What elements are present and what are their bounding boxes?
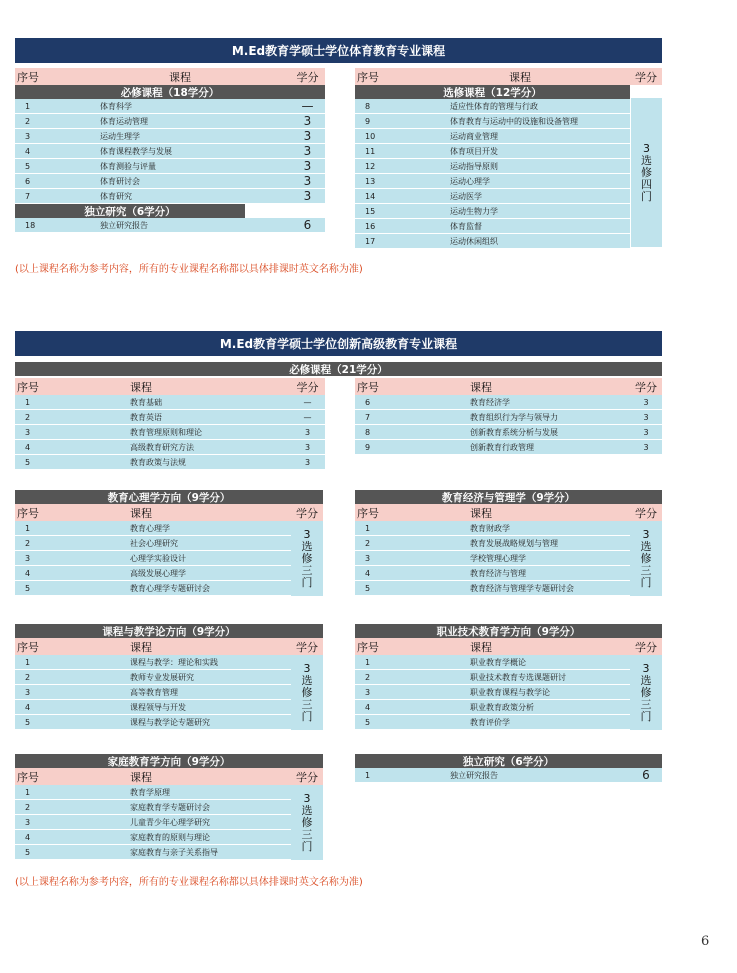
- elective-credit-cell: [630, 521, 662, 596]
- table-row: [15, 845, 291, 860]
- row-course: 职业技术教育专选课题研讨: [470, 672, 566, 682]
- col-no: 序号: [357, 640, 379, 654]
- row-no: 2: [25, 412, 31, 422]
- row-course: 高等教育管理: [130, 687, 178, 697]
- row-no: 3: [25, 553, 31, 563]
- table-row: [355, 219, 630, 234]
- col-course: 课程: [130, 770, 152, 784]
- table-row: [355, 670, 630, 685]
- row-credit: 3: [304, 427, 311, 437]
- row-no: 1: [365, 523, 371, 533]
- row-no: 5: [25, 717, 31, 727]
- row-course: 体育课程教学与发展: [100, 146, 172, 156]
- credit-char: 门: [301, 709, 313, 723]
- row-course: 教育经济与管理: [470, 568, 526, 578]
- track-family: [15, 754, 323, 860]
- credit-char: 3: [643, 141, 650, 155]
- credit-char: 3: [303, 527, 311, 541]
- row-credit: 6: [642, 768, 650, 782]
- row-course: 体育运动管理: [100, 116, 148, 126]
- row-course: 体育测验与评量: [100, 161, 156, 171]
- row-no: 4: [25, 702, 31, 712]
- row-course: 运动指导原则: [450, 161, 498, 171]
- row-course: 教育组织行为学与领导力: [470, 412, 558, 422]
- credit-char: 四: [641, 177, 652, 191]
- col-credit: 学分: [635, 70, 657, 84]
- col-course: 课程: [130, 506, 152, 520]
- row-course: 运动生理学: [100, 131, 140, 141]
- row-no: 4: [25, 442, 31, 452]
- row-no: 3: [25, 687, 31, 697]
- note-text: (以上课程名称为参考内容，所有的专业课程名称都以具体排课时英文名称为准): [15, 877, 363, 888]
- row-no: 9: [365, 442, 371, 452]
- row-course: 教育财政学: [470, 523, 510, 533]
- col-course: 课程: [169, 70, 191, 84]
- table-header: [15, 768, 323, 785]
- row-credit: 3: [304, 457, 311, 467]
- row-no: 6: [25, 176, 31, 186]
- row-course: 职业教育课程与教学论: [470, 687, 550, 697]
- row-course: 学校管理心理学: [470, 553, 526, 563]
- row-no: 3: [365, 553, 371, 563]
- credit-char: 3: [642, 527, 650, 541]
- row-no: 2: [25, 672, 31, 682]
- row-no: 2: [25, 538, 31, 548]
- row-no: 15: [365, 206, 376, 216]
- col-credit: 学分: [296, 70, 319, 84]
- col-credit: 学分: [635, 506, 657, 520]
- track-bar: 职业技术教育学方向（9学分）: [355, 624, 662, 638]
- row-course: 教育基础: [130, 397, 162, 407]
- track-econ: [355, 490, 662, 596]
- table-row: [15, 189, 325, 204]
- col-course: 课程: [509, 70, 531, 84]
- row-no: 1: [25, 397, 31, 407]
- table-row: [355, 551, 630, 566]
- row-no: 12: [365, 161, 376, 171]
- row-no: 4: [25, 832, 31, 842]
- table-row: [355, 768, 662, 783]
- required-bar: 必修课程（21学分）: [15, 362, 662, 376]
- table-header: [15, 638, 323, 655]
- row-no: 1: [365, 770, 371, 780]
- row-credit: 3: [303, 114, 312, 128]
- row-course: 家庭教育的原则与理论: [130, 832, 210, 842]
- row-course: 家庭教育学专题研讨会: [130, 802, 210, 812]
- col-no: 序号: [17, 640, 39, 654]
- s1-elective-credit: [631, 98, 662, 247]
- row-course: 教育管理原则和理论: [130, 427, 202, 437]
- row-credit: 6: [303, 218, 312, 232]
- table-row: [15, 830, 291, 845]
- row-no: 5: [25, 457, 31, 467]
- table-row: [15, 425, 325, 440]
- elective-rows: [355, 99, 630, 249]
- table-header: [15, 378, 325, 395]
- elective-credit-cell: [291, 521, 323, 596]
- credit-char: 选: [301, 803, 313, 817]
- row-no: 3: [365, 687, 371, 697]
- row-no: 5: [25, 583, 31, 593]
- credit-char: 修: [301, 815, 313, 829]
- row-no: 4: [365, 568, 371, 578]
- col-course: 课程: [130, 380, 152, 394]
- s2-independent-table: [355, 754, 662, 783]
- row-course: 适应性体育的管理与行政: [450, 101, 538, 111]
- row-course: 教育心理学专题研讨会: [130, 583, 210, 593]
- col-credit: 学分: [635, 640, 657, 654]
- s2-required-left: [15, 378, 325, 470]
- credit-char: 修: [301, 685, 313, 699]
- row-course: 课程与教学论专题研究: [130, 717, 210, 727]
- row-course: 运动商业管理: [450, 131, 498, 141]
- table-row: [15, 129, 325, 144]
- track-psych: [15, 490, 323, 596]
- table-row: [15, 800, 291, 815]
- table-row: [355, 114, 630, 129]
- independent-bar: 独立研究（6学分）: [15, 204, 245, 218]
- row-course: 儿童青少年心理学研究: [130, 817, 210, 827]
- row-course: 体育研讨会: [100, 176, 140, 186]
- table-header: [355, 378, 662, 395]
- row-no: 1: [25, 657, 31, 667]
- row-credit: 3: [643, 397, 649, 407]
- row-no: 2: [25, 802, 31, 812]
- row-course: 独立研究报告: [100, 220, 148, 230]
- table-row: [15, 218, 325, 233]
- row-no: 5: [365, 717, 371, 727]
- table-row: [15, 566, 291, 581]
- row-no: 6: [365, 397, 371, 407]
- col-credit: 学分: [296, 506, 318, 520]
- table-row: [15, 521, 291, 536]
- s1-elective-table: [355, 68, 662, 249]
- row-no: 2: [25, 116, 31, 126]
- row-credit: 3: [303, 129, 312, 143]
- table-row: [15, 395, 325, 410]
- credit-char: 门: [301, 575, 313, 589]
- table-row: [15, 455, 325, 470]
- col-no: 序号: [357, 380, 379, 394]
- row-no: 8: [365, 101, 371, 111]
- row-course: 教育英语: [130, 412, 162, 422]
- row-course: 教师专业发展研究: [130, 672, 194, 682]
- row-no: 2: [365, 538, 371, 548]
- table-row: [355, 129, 630, 144]
- credit-char: 3: [303, 791, 311, 805]
- credit-char: 门: [640, 709, 652, 723]
- row-credit: —: [303, 397, 312, 407]
- row-no: 4: [365, 702, 371, 712]
- section1-title: M.Ed教育学硕士学位体育教育专业课程: [15, 38, 662, 63]
- row-no: 18: [25, 220, 36, 230]
- credit-char: 选: [301, 673, 313, 687]
- row-course: 体育教育与运动中的设施和设备管理: [450, 116, 578, 126]
- track-bar: 家庭教育学方向（9学分）: [15, 754, 323, 768]
- table-row: [355, 174, 630, 189]
- row-no: 3: [25, 817, 31, 827]
- table-header: [355, 68, 662, 85]
- table-row: [355, 425, 662, 440]
- table-row: [15, 670, 291, 685]
- table-row: [15, 159, 325, 174]
- table-row: [355, 685, 630, 700]
- col-no: 序号: [357, 70, 379, 84]
- col-course: 课程: [470, 640, 492, 654]
- credit-char: 选: [640, 673, 652, 687]
- row-no: 14: [365, 191, 376, 201]
- row-no: 5: [365, 583, 371, 593]
- table-row: [355, 566, 630, 581]
- row-no: 1: [25, 787, 31, 797]
- row-course: 高级发展心理学: [130, 568, 186, 578]
- table-row: [355, 204, 630, 219]
- row-course: 课程领导与开发: [130, 702, 186, 712]
- row-no: 1: [25, 101, 31, 111]
- row-credit: —: [303, 412, 312, 422]
- row-no: 1: [365, 657, 371, 667]
- row-no: 10: [365, 131, 376, 141]
- row-no: 9: [365, 116, 371, 126]
- row-course: 教育心理学: [130, 523, 170, 533]
- table-row: [355, 99, 630, 114]
- col-course: 课程: [470, 506, 492, 520]
- note-text: (以上课程名称为参考内容，所有的专业课程名称都以具体排课时英文名称为准): [15, 264, 363, 275]
- row-course: 社会心理研究: [130, 538, 178, 548]
- row-no: 7: [365, 412, 371, 422]
- table-row: [355, 395, 662, 410]
- col-no: 序号: [17, 770, 39, 784]
- row-credit: 3: [643, 427, 649, 437]
- row-course: 教育经济学: [470, 397, 510, 407]
- row-course: 职业教育学概论: [470, 657, 526, 667]
- col-no: 序号: [357, 506, 379, 520]
- s2-required-right: [355, 378, 662, 455]
- table-row: [355, 144, 630, 159]
- row-no: 4: [25, 568, 31, 578]
- row-no: 13: [365, 176, 376, 186]
- track-bar: 教育心理学方向（9学分）: [15, 490, 323, 504]
- credit-char: 选: [640, 539, 652, 553]
- col-credit: 学分: [296, 770, 318, 784]
- required-bar: 必修课程（18学分）: [15, 85, 325, 99]
- row-no: 7: [25, 191, 31, 201]
- row-course: 教育经济与管理学专题研讨会: [470, 583, 574, 593]
- elective-credit-cell: [630, 655, 662, 730]
- track-bar: 课程与教学论方向（9学分）: [15, 624, 323, 638]
- row-course: 家庭教育与亲子关系指导: [130, 847, 218, 857]
- col-no: 序号: [17, 380, 39, 394]
- row-no: 3: [25, 427, 31, 437]
- row-no: 17: [365, 236, 376, 246]
- credit-char: 三: [301, 563, 313, 577]
- credit-char: 三: [640, 563, 652, 577]
- row-course: 体育研究: [100, 191, 132, 201]
- table-row: [15, 655, 291, 670]
- table-row: [15, 815, 291, 830]
- table-row: [355, 440, 662, 455]
- row-course: 独立研究报告: [450, 770, 498, 780]
- row-course: 高级教育研究方法: [130, 442, 194, 452]
- table-row: [355, 159, 630, 174]
- table-header: [355, 638, 662, 655]
- row-course: 运动医学: [450, 191, 482, 201]
- row-no: 5: [25, 161, 31, 171]
- table-row: [355, 655, 630, 670]
- row-course: 创新教育系统分析与发展: [470, 427, 558, 437]
- independent-bar: 独立研究（6学分）: [355, 754, 662, 768]
- row-credit: 3: [643, 442, 649, 452]
- table-row: [355, 536, 630, 551]
- table-row: [355, 521, 630, 536]
- table-row: [355, 715, 630, 730]
- table-row: [355, 234, 630, 249]
- table-row: [15, 410, 325, 425]
- table-header: [355, 504, 662, 521]
- row-course: 教育政策与法规: [130, 457, 186, 467]
- credit-char: 门: [640, 575, 652, 589]
- table-header: [15, 68, 325, 85]
- row-course: 运动生物力学: [450, 206, 498, 216]
- row-no: 1: [25, 523, 31, 533]
- table-row: [15, 785, 291, 800]
- credit-char: 3: [303, 661, 311, 675]
- table-row: [15, 536, 291, 551]
- required-rows: [15, 99, 325, 204]
- col-course: 课程: [470, 380, 492, 394]
- page-number: 6: [701, 934, 710, 949]
- table-row: [15, 715, 291, 730]
- table-row: [355, 410, 662, 425]
- table-row: [355, 581, 630, 596]
- col-course: 课程: [130, 640, 152, 654]
- table-row: [15, 174, 325, 189]
- credit-char: 修: [641, 165, 652, 179]
- col-no: 序号: [17, 70, 39, 84]
- s1-required-table: [15, 68, 325, 233]
- row-no: 16: [365, 221, 376, 231]
- col-credit: 学分: [296, 380, 319, 394]
- credit-char: 三: [301, 827, 313, 841]
- table-row: [15, 581, 291, 596]
- row-no: 4: [25, 146, 31, 156]
- row-course: 教育学原理: [130, 787, 170, 797]
- row-course: 体育项目开发: [450, 146, 498, 156]
- row-no: 11: [365, 146, 376, 156]
- row-course: 课程与教学：理论和实践: [130, 657, 218, 667]
- col-credit: 学分: [635, 380, 657, 394]
- table-row: [15, 114, 325, 129]
- table-row: [15, 144, 325, 159]
- row-course: 心理学实验设计: [130, 553, 186, 563]
- row-no: 3: [25, 131, 31, 141]
- track-vocational: [355, 624, 662, 730]
- row-no: 2: [365, 672, 371, 682]
- table-row: [15, 551, 291, 566]
- table-row: [15, 99, 325, 114]
- credit-char: 门: [641, 189, 652, 203]
- table-row: [15, 700, 291, 715]
- row-credit: 3: [303, 159, 312, 173]
- table-row: [15, 685, 291, 700]
- credit-char: 三: [640, 697, 652, 711]
- row-no: 8: [365, 427, 371, 437]
- table-header: [15, 504, 323, 521]
- row-credit: 3: [303, 174, 312, 188]
- credit-char: 修: [640, 551, 652, 565]
- row-credit: —: [301, 99, 314, 113]
- row-course: 体育科学: [100, 101, 132, 111]
- elective-credit-cell: [291, 655, 323, 730]
- row-credit: 3: [303, 144, 312, 158]
- row-course: 运动心理学: [450, 176, 490, 186]
- section2-title: M.Ed教育学硕士学位创新高级教育专业课程: [15, 331, 662, 356]
- col-credit: 学分: [296, 640, 318, 654]
- row-course: 教育发展战略规划与管理: [470, 538, 558, 548]
- row-course: 职业教育政策分析: [470, 702, 534, 712]
- row-course: 创新教育行政管理: [470, 442, 534, 452]
- s2-required-table: [15, 362, 662, 376]
- elective-bar: 选修课程（12学分）: [355, 85, 630, 99]
- elective-credit-cell: [291, 785, 323, 860]
- row-credit: 3: [303, 189, 312, 203]
- track-curriculum: [15, 624, 323, 730]
- row-course: 体育监督: [450, 221, 482, 231]
- col-no: 序号: [17, 506, 39, 520]
- row-course: 教育评价学: [470, 717, 510, 727]
- credit-char: 修: [640, 685, 652, 699]
- credit-char: 门: [301, 839, 313, 853]
- credit-char: 选: [641, 153, 652, 167]
- credit-char: 修: [301, 551, 313, 565]
- credit-char: 三: [301, 697, 313, 711]
- table-row: [15, 440, 325, 455]
- table-row: [355, 700, 630, 715]
- track-bar: 教育经济与管理学（9学分）: [355, 490, 662, 504]
- credit-char: 选: [301, 539, 313, 553]
- credit-char: 3: [642, 661, 650, 675]
- table-row: [355, 189, 630, 204]
- row-credit: 3: [643, 412, 649, 422]
- row-course: 运动休闲组织: [450, 236, 498, 246]
- row-no: 5: [25, 847, 31, 857]
- row-credit: 3: [304, 442, 311, 452]
